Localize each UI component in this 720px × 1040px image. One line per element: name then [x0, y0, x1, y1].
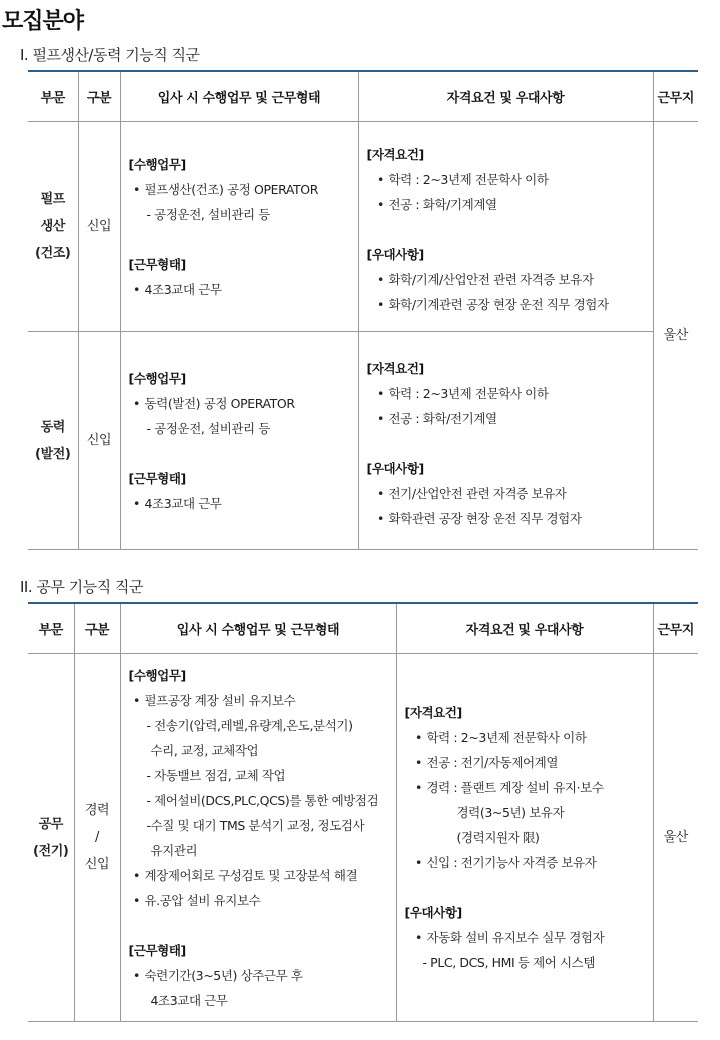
header-duties: 입사 시 수행업무 및 근무형태: [120, 71, 358, 122]
duties-cell: [수행업무] • 동력(발전) 공정 OPERATOR - 공정운전, 설비관리 등 [근무형태] • 4조3교대 근무: [120, 332, 358, 550]
duties-cell: [수행업무] • 펄프공장 계장 설비 유지보수 - 전송기(압력,레벨,유량계,온도,분석기) 수리, 교정, 교체작업 - 자동밸브 점검, 교체 작업 - 제어설비(DCS,PLC,QCS)를 통한 예방점검 -수질 및 대기 TMS 분석기 교정, 정도검사 유지관리 • 계장제어회로 구성검토 및 고장분석 해결 • 유.공압 설비 유지보수 [근무형태] • 숙련기간(3~5년) 상주근무 후 4조3교대 근무: [120, 654, 396, 1022]
table-row: [28, 654, 698, 1022]
header-location: 근무지: [653, 71, 698, 122]
page-title: 모집분야: [2, 9, 84, 34]
header-requirements: 자격요건 및 우대사항: [396, 603, 653, 654]
section1-table: [28, 70, 698, 550]
type-cell: 경력 / 신입: [74, 654, 120, 1022]
type-cell: 신입: [78, 332, 120, 550]
header-dept: 부문: [28, 603, 74, 654]
section2-table: [28, 602, 698, 1022]
dept-cell: 펄프 생산 (건조): [28, 122, 78, 332]
requirements-cell: [자격요건] • 학력 : 2~3년제 전문학사 이하 • 전공 : 전기/자동제어계열 • 경력 : 플랜트 계장 설비 유지·보수 경력(3~5년) 보유자 (경력지원자 限) • 신입 : 전기기능사 자격증 보유자 [우대사항] • 자동화 설비 유지보수 실무 경험자 - PLC, DCS, HMI 등 제어 시스템: [396, 654, 653, 1022]
requirements-cell: [자격요건] • 학력 : 2~3년제 전문학사 이하 • 전공 : 화학/전기계열 [우대사항] • 전기/산업안전 관련 자격증 보유자 • 화학관련 공장 현장 운전 직무 경험자: [358, 332, 653, 550]
header-duties: 입사 시 수행업무 및 근무형태: [120, 603, 396, 654]
location-cell: 울산: [653, 122, 698, 550]
section1-title: I. 펄프생산/동력 기능직 직군: [20, 46, 200, 64]
location-cell: 울산: [653, 654, 698, 1022]
table-row: [28, 122, 698, 332]
header-requirements: 자격요건 및 우대사항: [358, 71, 653, 122]
dept-cell: 공무 (전기): [28, 654, 74, 1022]
header-type: 구분: [74, 603, 120, 654]
section2-title: II. 공무 기능직 직군: [20, 578, 143, 596]
duties-cell: [수행업무] • 펄프생산(건조) 공정 OPERATOR - 공정운전, 설비관리 등 [근무형태] • 4조3교대 근무: [120, 122, 358, 332]
dept-cell: 동력 (발전): [28, 332, 78, 550]
header-dept: 부문: [28, 71, 78, 122]
header-type: 구분: [78, 71, 120, 122]
header-location: 근무지: [653, 603, 698, 654]
type-cell: 신입: [78, 122, 120, 332]
requirements-cell: [자격요건] • 학력 : 2~3년제 전문학사 이하 • 전공 : 화학/기계계열 [우대사항] • 화학/기계/산업안전 관련 자격증 보유자 • 화학/기계관련 공장 현장 운전 직무 경험자: [358, 122, 653, 332]
table-row: [28, 332, 698, 550]
